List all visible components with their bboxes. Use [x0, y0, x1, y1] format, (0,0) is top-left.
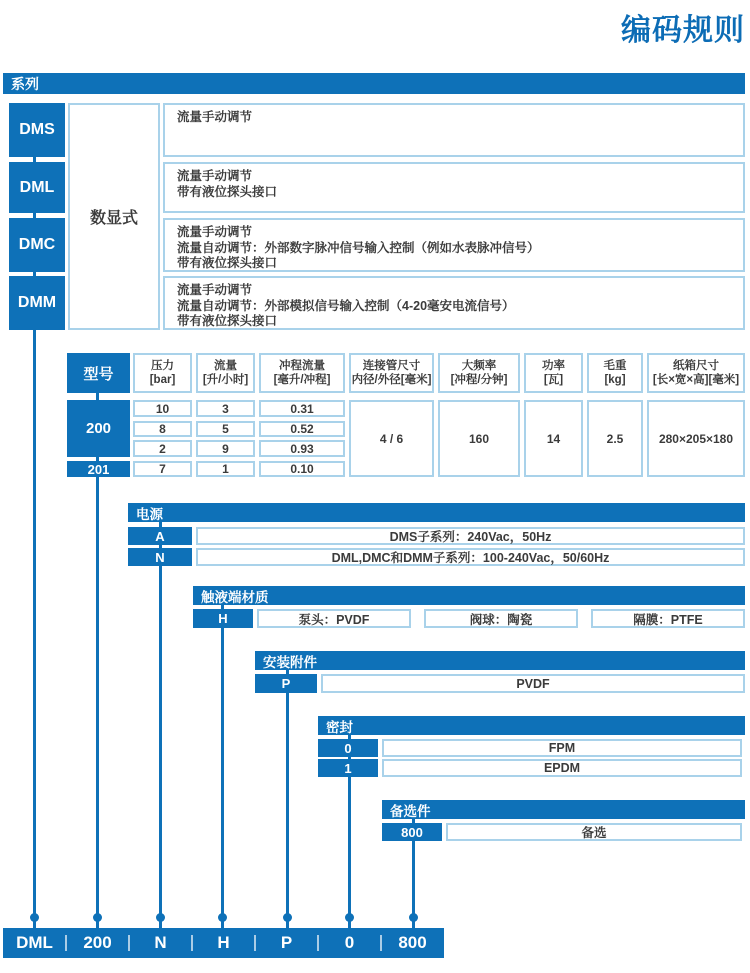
- seal-code-1: 1: [318, 759, 378, 777]
- spec-merged-frequency: 160: [438, 400, 520, 477]
- power-value-n: DML,DMC和DMM子系列：100-240Vac，50/60Hz: [196, 548, 745, 566]
- series-section-header: 系列: [3, 73, 745, 94]
- connector-dot-200: [93, 913, 102, 922]
- spec-cell: 5: [196, 421, 255, 437]
- desc-line: 流量手动调节: [177, 283, 253, 297]
- material-values-row: [257, 609, 745, 628]
- code-segment-optional: 800: [381, 928, 444, 958]
- spec-cell: 0.93: [259, 440, 345, 457]
- col-unit: [冲程/分钟]: [450, 374, 508, 386]
- code-segment-power: N: [129, 928, 192, 958]
- spec-cell: 0.52: [259, 421, 345, 437]
- spec-cell: 9: [196, 440, 255, 457]
- connector-line-material: [221, 603, 224, 928]
- col-unit: [kg]: [604, 374, 626, 386]
- col-label: 冲程流量: [278, 360, 325, 372]
- connector-dot-p: [283, 913, 292, 922]
- code-segment-material: H: [192, 928, 255, 958]
- power-code-a: A: [128, 527, 192, 545]
- spec-col-flow: [196, 353, 255, 393]
- spec-merged-weight: 2.5: [587, 400, 643, 477]
- series-type-cell: 数显式: [68, 103, 160, 330]
- spec-merged-carton: 280×205×180: [647, 400, 745, 477]
- connector-dot-800: [409, 913, 418, 922]
- col-label: 毛重: [603, 360, 627, 372]
- spec-cell: 3: [196, 400, 255, 417]
- col-label: 大频率: [461, 360, 497, 372]
- desc-line: 带有液位探头接口: [177, 314, 278, 328]
- seal-code-0: 0: [318, 739, 378, 757]
- power-code-n: N: [128, 548, 192, 566]
- mounting-code-p: P: [255, 674, 317, 693]
- connector-dot-n: [156, 913, 165, 922]
- desc-line: 流量手动调节: [177, 225, 253, 239]
- spec-col-pipe-size: [349, 353, 434, 393]
- spec-cell: 0.10: [259, 461, 345, 477]
- spec-cell: 10: [133, 400, 192, 417]
- connector-dot-0: [345, 913, 354, 922]
- connector-dot-h: [218, 913, 227, 922]
- spec-model-header-cell: 型号: [67, 353, 130, 393]
- spec-cell: 7: [133, 461, 192, 477]
- spec-col-max-frequency: [438, 353, 520, 393]
- spec-cell: 2: [133, 440, 192, 457]
- material-diaphragm: 隔膜：PTFE: [591, 609, 745, 628]
- col-unit: [bar]: [149, 374, 176, 386]
- material-section-header: 触液端材质: [193, 586, 745, 605]
- mounting-value: PVDF: [321, 674, 745, 693]
- spec-model-200: 200: [67, 400, 130, 457]
- connector-line-mounting: [286, 668, 289, 928]
- material-code-h: H: [193, 609, 253, 628]
- power-section-header: 电源: [128, 503, 745, 522]
- col-label: 功率: [542, 360, 565, 372]
- product-code-bar: [3, 928, 444, 958]
- desc-line: 流量自动调节：外部模拟信号输入控制（4-20毫安电流信号）: [177, 298, 515, 313]
- col-label: 连接管尺寸: [362, 360, 421, 372]
- code-segment-seal: 0: [318, 928, 381, 958]
- connector-dot-dml: [30, 913, 39, 922]
- spec-col-power: [524, 353, 583, 393]
- material-pump-head: 泵头：PVDF: [257, 609, 411, 628]
- page-title: 编码规则: [621, 14, 745, 47]
- series-code-dmc: DMC: [9, 218, 65, 272]
- spec-col-pressure: [133, 353, 192, 393]
- series-desc-dmm: [163, 276, 745, 330]
- col-unit: [毫升/冲程]: [273, 374, 331, 386]
- code-segment-series: DML: [16, 933, 53, 952]
- mounting-section-header: 安装附件: [255, 651, 745, 670]
- col-unit: [长×宽×高][毫米]: [652, 374, 740, 386]
- desc-line: 流量手动调节: [177, 169, 253, 183]
- col-label: 压力: [151, 360, 174, 372]
- code-segment-mounting: P: [255, 928, 318, 958]
- spec-cell: 8: [133, 421, 192, 437]
- col-unit: 内径/外径[毫米]: [351, 374, 432, 386]
- spec-model-201: 201: [67, 461, 130, 477]
- series-code-dms: DMS: [9, 103, 65, 157]
- spec-col-weight: [587, 353, 643, 393]
- spec-col-carton-size: [647, 353, 745, 393]
- desc-line: 带有液位探头接口: [177, 256, 278, 270]
- spec-cell: 0.31: [259, 400, 345, 417]
- seal-value-epdm: EPDM: [382, 759, 742, 777]
- col-unit: [升/小时]: [202, 374, 249, 386]
- col-unit: [瓦]: [543, 374, 564, 386]
- col-label: 纸箱尺寸: [673, 360, 719, 372]
- spec-merged-power: 14: [524, 400, 583, 477]
- spec-cell: 1: [196, 461, 255, 477]
- desc-line: 流量手动调节: [177, 110, 253, 124]
- series-desc-dms: [163, 103, 745, 157]
- spec-merged-pipe: 4 / 6: [349, 400, 434, 477]
- code-segment-model: 200: [66, 928, 129, 958]
- desc-line: 流量自动调节：外部数字脉冲信号输入控制（例如水表脉冲信号）: [177, 240, 540, 255]
- series-desc-dmc: [163, 218, 745, 272]
- spec-col-stroke-flow: [259, 353, 345, 393]
- series-desc-dml: [163, 162, 745, 213]
- material-valve-ball: 阀球：陶瓷: [424, 609, 578, 628]
- optional-section-header: 备选件: [382, 800, 745, 819]
- series-code-dmm: DMM: [9, 276, 65, 330]
- connector-line-power: [159, 521, 162, 928]
- optional-code-800: 800: [382, 823, 442, 841]
- series-code-dml: DML: [9, 162, 65, 213]
- optional-value: 备选: [446, 823, 742, 841]
- seal-value-fpm: FPM: [382, 739, 742, 757]
- col-label: 流量: [213, 360, 237, 372]
- desc-line: 带有液位探头接口: [177, 184, 278, 199]
- seal-section-header: 密封: [318, 716, 745, 735]
- power-value-a: DMS子系列：240Vac，50Hz: [196, 527, 745, 545]
